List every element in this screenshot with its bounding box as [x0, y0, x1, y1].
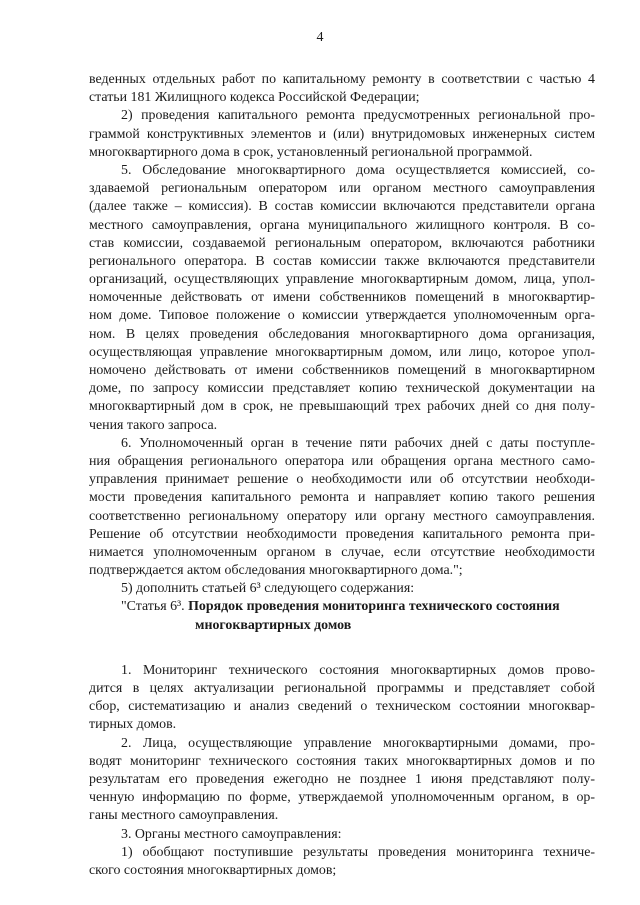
- paragraph-art-point-2: [89, 735, 595, 826]
- text-line: дится в целях актуализации региональной программы и представляет собой: [89, 681, 595, 696]
- body-text: [89, 71, 595, 880]
- text-line: ния обращения регионального оператора или обращения органа местного само-: [89, 453, 595, 469]
- article-heading: [89, 598, 595, 634]
- text-line: чения такого запроса.: [89, 417, 218, 433]
- text-line: управления принимает решение о необходимости или об отсутствии необходи-: [89, 472, 595, 488]
- article-title-line-1: [89, 598, 595, 616]
- text-line: (далее также – комиссия). В состав комиссии включаются представители органа: [89, 199, 595, 215]
- text-line: номочено действовать от имени собственников помещений в многоквартирном: [89, 363, 595, 378]
- text-line: доме, по запросу комиссии представляет копию технической документации на: [89, 381, 595, 397]
- text-line: здаваемой региональным оператором или органом местного самоуправления: [89, 181, 595, 197]
- text-line: 5) дополнить статьей 6³ следующего содержания:: [121, 581, 415, 597]
- text-line: мости проведения капитального ремонта и направляет копию такого решения: [89, 490, 595, 506]
- article-spacer: [89, 635, 595, 662]
- text-line: результатам его проведения ежегодно не позднее 1 июня представляют полу-: [89, 771, 595, 787]
- text-line: веденных отдельных работ по капитальному ремонту в соответствии с частью 4: [89, 72, 595, 87]
- text-line: ном. В целях проведения обследования многоквартирного дома организация,: [89, 326, 595, 342]
- text-line: регионального оператора. В состав комиссии также включаются представители: [89, 253, 595, 269]
- text-line: граммой конструктивных элементов и (или) внутридомовых инженерных систем: [89, 126, 595, 142]
- text-line: 5. Обследование многоквартирного дома осуществляется комиссией, со-: [121, 162, 595, 178]
- text-line: осуществляющая управление многоквартирным домом, или лицо, которое упол-: [89, 344, 595, 360]
- article-paragraphs: [89, 662, 595, 880]
- text-line: ном доме. Типовое положение о комиссии утверждается уполномоченным орга-: [89, 308, 595, 324]
- text-line: статьи 181 Жилищного кодекса Российской Федерации;: [89, 90, 420, 106]
- paragraph-point-5: [89, 162, 595, 435]
- text-line: 2. Лица, осуществляющие управление многоквартирными домами, про-: [121, 735, 595, 751]
- text-line: соответственно региональному оператору или органу местного самоуправления.: [89, 508, 595, 524]
- article-prefix: "Статья 6³.: [121, 599, 189, 615]
- text-line: местного самоуправления, органа муниципального жилищного контроля. В со-: [89, 217, 595, 233]
- text-line: номоченные действовать от имени собственников помещений в многоквартир-: [89, 290, 595, 306]
- text-line: многоквартирный дом в срок, не превышающий трех рабочих дней со дня полу-: [89, 399, 595, 415]
- text-line: 1. Мониторинг технического состояния многоквартирных домов прово-: [121, 662, 595, 678]
- text-line: 2) проведения капитального ремонта предусмотренных региональной про-: [121, 108, 595, 124]
- paragraph-art-point-3: [89, 826, 595, 844]
- text-line: сбор, систематизацию и анализ сведений о техническом состоянии многоквар-: [89, 699, 595, 715]
- text-line: подтверждается актом обследования многоквартирного дома.";: [89, 563, 463, 579]
- article-title-line-2: многоквартирных домов: [195, 617, 352, 633]
- text-line: 6. Уполномоченный орган в течение пяти рабочих дней с даты поступле-: [121, 435, 595, 451]
- text-line: ского состояния многоквартирных домов;: [89, 862, 337, 878]
- article-title-part-1: Порядок проведения мониторинга технического состояния: [188, 599, 560, 615]
- paragraph-item-5: [89, 580, 595, 598]
- text-line: став комиссии, создаваемой региональным оператором, включаются работники: [89, 235, 595, 251]
- text-line: Решение об отсутствии необходимости проведения капитального ремонта при-: [89, 526, 595, 542]
- paragraph-art-point-3-1: [89, 844, 595, 880]
- text-line: тирных домов.: [89, 717, 177, 733]
- text-line: водят мониторинг технического состояния таких многоквартирных домов и по: [89, 753, 595, 769]
- paragraph-para-cont: [89, 71, 595, 107]
- paragraphs-before-article: [89, 71, 595, 598]
- text-line: ганы местного самоуправления.: [89, 808, 279, 824]
- paragraph-art-point-1: [89, 662, 595, 735]
- text-line: ченную информацию по форме, утверждаемой уполномоченным органом, в ор-: [89, 790, 595, 806]
- text-line: нимается уполномоченным органом в случае, если отсутствие необходимости: [89, 544, 595, 560]
- paragraph-item-2: [89, 107, 595, 162]
- text-line: 3. Органы местного самоуправления:: [121, 826, 342, 842]
- text-line: многоквартирного дома в срок, установленный региональной программой.: [89, 144, 533, 160]
- page-number: 4: [316, 30, 324, 45]
- text-line: организаций, осуществляющих управление многоквартирным домом, лица, упол-: [89, 272, 595, 288]
- paragraph-point-6: [89, 435, 595, 581]
- text-line: 1) обобщают поступившие результаты проведения мониторинга техниче-: [121, 844, 595, 860]
